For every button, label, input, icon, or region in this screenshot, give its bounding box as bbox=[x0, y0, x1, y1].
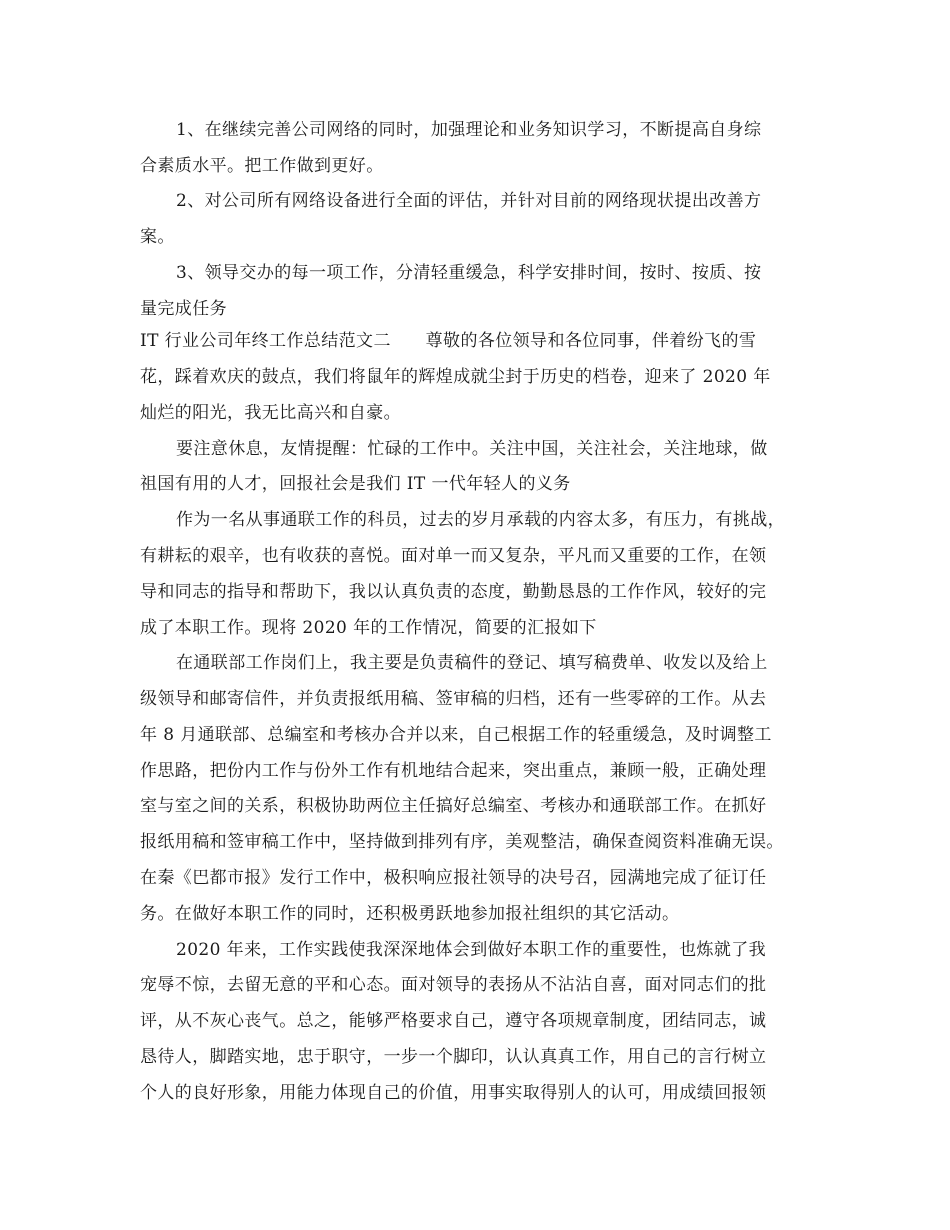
text-line: 2020 年来，工作实践使我深深地体会到做好本职工作的重要性，也炼就了我 bbox=[176, 940, 767, 960]
text-line: 室与室之间的关系，积极协助两位主任搞好总编室、考核办和通联部工作。在抓好 bbox=[140, 796, 767, 816]
text-line: 灿烂的阳光，我无比高兴和自豪。 bbox=[140, 403, 401, 423]
text-line: 成了本职工作。现将 2020 年的工作情况，简要的汇报如下 bbox=[140, 618, 597, 638]
text-line: 在秦《巴都市报》发行工作中，极积响应报社领导的决号召，园满地完成了征订任 bbox=[140, 868, 767, 888]
text-line: 有耕耘的艰辛，也有收获的喜悦。面对单一而又复杂，平凡而又重要的工作，在领 bbox=[140, 546, 767, 566]
text-line: 花，踩着欢庆的鼓点，我们将鼠年的辉煌成就尘封于历史的档卷，迎来了 2020 年 bbox=[140, 367, 771, 387]
text-line: 级领导和邮寄信件，并负责报纸用稿、签审稿的归档，还有一些零碎的工作。从去 bbox=[140, 689, 767, 709]
text-line: 年 8 月通联部、总编室和考核办合并以来，自己根据工作的轻重缓急，及时调整工 bbox=[140, 725, 772, 745]
text-line: 合素质水平。把工作做到更好。 bbox=[140, 156, 384, 176]
text-line: 个人的良好形象，用能力体现自己的价值，用事实取得别人的认可，用成绩回报领 bbox=[140, 1083, 767, 1103]
text-line: 宠辱不惊，去留无意的平和心态。面对领导的表扬从不沾沾自喜，面对同志们的批 bbox=[140, 975, 767, 995]
text-line: 2、对公司所有网络设备进行全面的评估，并针对目前的网络现状提出改善方 bbox=[176, 191, 762, 211]
text-line: 恳待人，脚踏实地，忠于职守，一步一个脚印，认认真真工作，用自己的言行树立 bbox=[140, 1047, 767, 1067]
text-line: 祖国有用的人才，回报社会是我们 IT 一代年轻人的义务 bbox=[140, 474, 571, 494]
text-line: 作思路，把份内工作与份外工作有机地结合起来，突出重点，兼顾一般，正确处理 bbox=[140, 761, 767, 781]
text-line: 3、领导交办的每一项工作，分清轻重缓急，科学安排时间，按时、按质、按 bbox=[176, 263, 762, 283]
text-line: 1、在继续完善公司网络的同时，加强理论和业务知识学习，不断提高自身综 bbox=[176, 120, 762, 140]
text-line: 务。在做好本职工作的同时，还积极勇跃地参加报社组织的其它活动。 bbox=[140, 904, 680, 924]
text-line: IT 行业公司年终工作总结范文二 尊敬的各位领导和各位同事，伴着纷飞的雪 bbox=[140, 331, 757, 351]
text-line: 报纸用稿和签审稿工作中，坚持做到排列有序，美观整洁，确保查阅资料准确无误。 bbox=[140, 832, 784, 852]
text-line: 作为一名从事通联工作的科员，过去的岁月承载的内容太多，有压力，有挑战， bbox=[176, 510, 785, 530]
text-line: 量完成任务 bbox=[140, 299, 227, 319]
text-line: 要注意休息，友情提醒：忙碌的工作中。关注中国，关注社会，关注地球，做 bbox=[176, 439, 768, 459]
text-line: 在通联部工作岗们上，我主要是负责稿件的登记、填写稿费单、收发以及给上 bbox=[176, 653, 768, 673]
text-line: 案。 bbox=[140, 227, 175, 247]
text-line: 评，从不灰心丧气。总之，能够严格要求自己，遵守各项规章制度，团结同志，诚 bbox=[140, 1011, 767, 1031]
text-line: 导和同志的指导和帮助下，我以认真负责的态度，勤勤恳恳的工作作风，较好的完 bbox=[140, 582, 767, 602]
